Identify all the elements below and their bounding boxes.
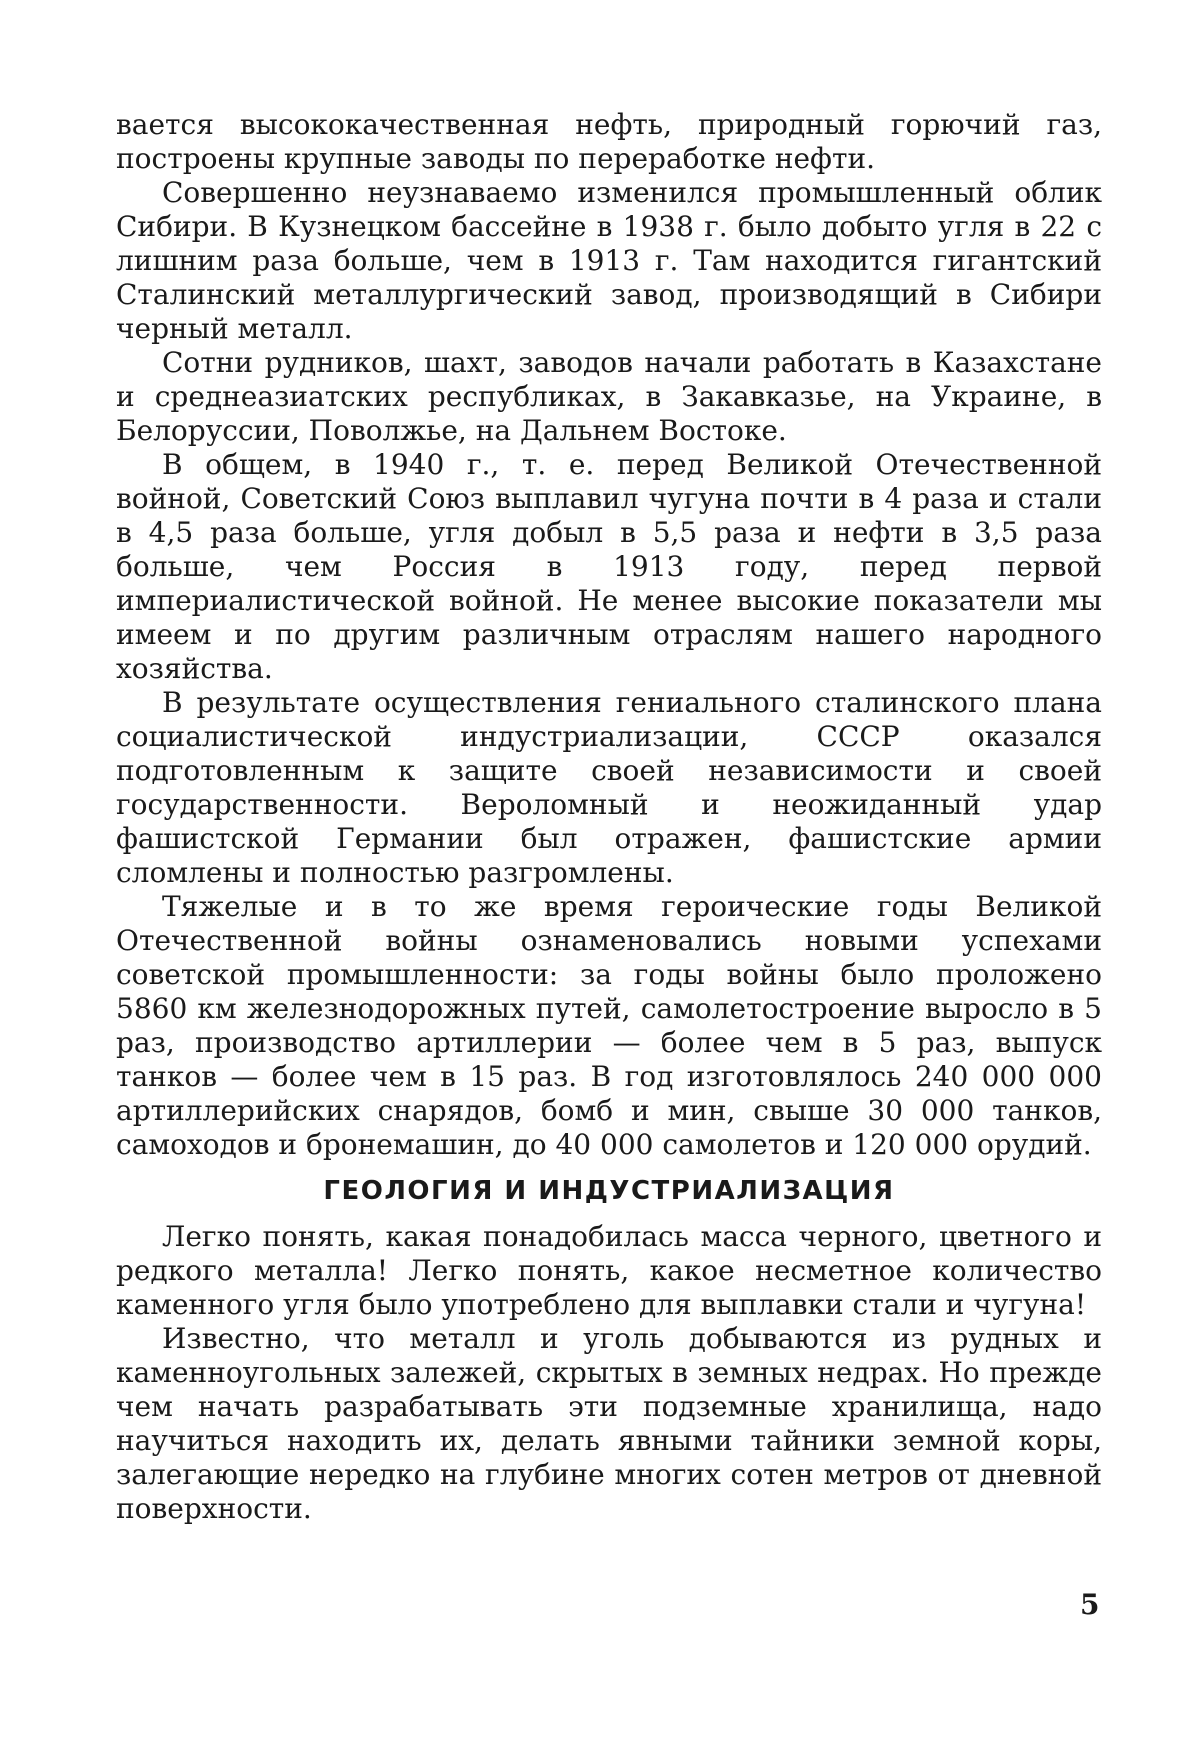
paragraph: Тяжелые и в то же время героические годы Великой Отечественной войны ознаменовались новыми успехами советской промышленности: за годы войны было проложено 5860 км железнодорожных путей, самолетостроение выросло в 5 раз, производство артиллерии — более чем в 5 раз, выпуск танков — более чем в 15 раз. В год изготовлялось 240 000 000 артиллерийских снарядов, бомб и мин, свыше 30 000 танков, самоходов и бронемашин, до 40 000 самолетов и 120 000 орудий.	[116, 890, 1102, 1162]
paragraph: Сотни рудников, шахт, заводов начали работать в Казахстане и среднеазиатских республиках, в Закавказье, на Украине, в Белоруссии, Поволжье, на Дальнем Востоке.	[116, 346, 1102, 448]
paragraph: В общем, в 1940 г., т. е. перед Великой Отечественной войной, Советский Союз выплавил чугуна почти в 4 раза и стали в 4,5 раза больше, угля добыл в 5,5 раза и нефти в 3,5 раза больше, чем Россия в 1913 году, перед первой империалистической войной. Не менее высокие показатели мы имеем и по другим различным отраслям нашего народного хозяйства.	[116, 448, 1102, 686]
page-body	[116, 108, 1102, 1526]
paragraph: Совершенно неузнаваемо изменился промышленный облик Сибири. В Кузнецком бассейне в 1938 г. было добыто угля в 22 с лишним раза больше, чем в 1913 г. Там находится гигантский Сталинский металлургический завод, производящий в Сибири черный металл.	[116, 176, 1102, 346]
paragraph: вается высококачественная нефть, природный горючий газ, построены крупные заводы по переработке нефти.	[116, 108, 1102, 176]
section-heading: ГЕОЛОГИЯ И ИНДУСТРИАЛИЗАЦИЯ	[116, 1174, 1102, 1208]
paragraph: В результате осуществления гениального сталинского плана социалистической индустриализации, СССР оказался подготовленным к защите своей независимости и своей государственности. Вероломный и неожиданный удар фашистской Германии был отражен, фашистские армии сломлены и полностью разгромлены.	[116, 686, 1102, 890]
paragraph: Известно, что металл и уголь добываются из рудных и каменноугольных залежей, скрытых в земных недрах. Но прежде чем начать разрабатывать эти подземные хранилища, надо научиться находить их, делать явными тайники земной коры, залегающие нередко на глубине многих сотен метров от дневной поверхности.	[116, 1322, 1102, 1526]
page-number: 5	[1080, 1588, 1099, 1621]
paragraph: Легко понять, какая понадобилась масса черного, цветного и редкого металла! Легко понять, какое несметное количество каменного угля было употреблено для выплавки стали и чугуна!	[116, 1220, 1102, 1322]
